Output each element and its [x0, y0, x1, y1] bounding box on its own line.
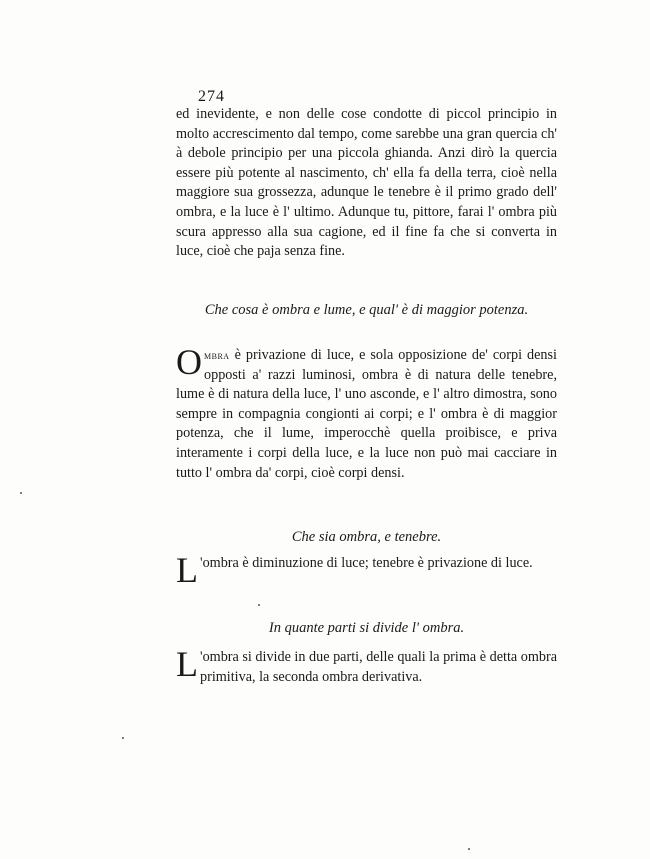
drop-cap-2: L [176, 550, 198, 590]
paper-speck [122, 737, 124, 739]
lead-apostrophe-2: ' [200, 555, 203, 571]
section-heading-1: Che cosa è ombra e lume, e qual' è di maggior potenza. [204, 302, 529, 318]
section-heading-2: Che sia ombra, e tenebre. [291, 529, 442, 545]
section-body-3: ombra si divide in due parti, delle quali la prima è detta ombra primitiva, la seconda ombra derivativa. [200, 649, 557, 685]
section-paragraph-2 [176, 550, 557, 590]
paper-speck [258, 604, 260, 606]
intro-paragraph [176, 105, 557, 262]
paper-speck [468, 848, 470, 850]
section-paragraph-1 [176, 342, 557, 483]
lead-apostrophe-3: ' [200, 649, 203, 665]
drop-cap-1: O [176, 342, 202, 382]
section-heading-3: In quante parti si divide l' ombra. [268, 620, 465, 636]
section-paragraph-3 [176, 644, 557, 687]
section-body-1: è privazione di luce, e sola opposizione de' corpi densi opposti a' razzi luminosi, ombra è di natura delle tenebre, lume è di natura della luce, l' uno asconde, e l' altro dimostra, sono sempre in compagnia congionti ai corpi; e l' ombra è di maggior potenza, che il lume, imperocchè quella proibisce, e priva interamente i corpi della luce, e la luce non può mai cacciare in tutto l' ombra da' corpi, cioè corpi densi. [176, 347, 557, 481]
intro-text: ed inevidente, e non delle cose condotte di piccol principio in molto accrescimento dal tempo, come sarebbe una gran quercia ch' à debole principio per una piccola ghianda. Anzi dirò la quercia essere più potente al nascimento, ch' ella fa della terra, cioè nella maggiore sua grossezza, adunque le tenebre è il primo grado dell' ombra, e la luce è l' ultimo. Adunque tu, pittore, farai l' ombra più scura appresso alla sua cagione, ed il fine fa che si converta in luce, cioè che paja senza fine. [176, 106, 557, 260]
drop-cap-3: L [176, 644, 198, 684]
lead-word-1: mbra [204, 348, 230, 362]
page-number: 274 [198, 88, 225, 105]
paper-speck [20, 492, 22, 494]
section-body-2: ombra è diminuzione di luce; tenebre è privazione di luce. [202, 555, 533, 571]
